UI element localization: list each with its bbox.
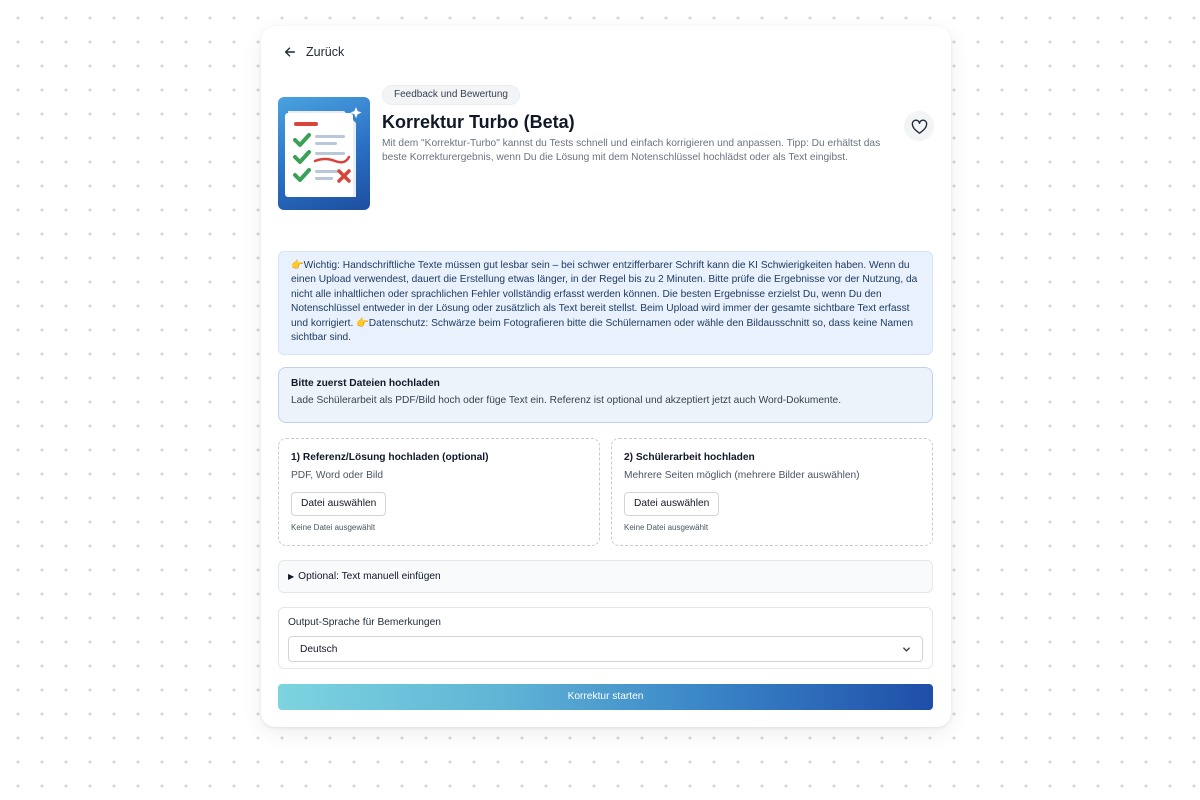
- manual-text-label: Optional: Text manuell einfügen: [298, 571, 441, 582]
- heart-icon: [910, 117, 929, 136]
- back-label: Zurück: [306, 45, 345, 59]
- output-language-section: [278, 607, 933, 669]
- manual-text-toggle[interactable]: [278, 560, 933, 593]
- start-correction-button[interactable]: Korrektur starten: [278, 684, 933, 710]
- back-link[interactable]: [283, 43, 344, 61]
- tool-illustration: [278, 97, 370, 210]
- upload-subtitle: Mehrere Seiten möglich (mehrere Bilder auswählen): [624, 470, 860, 481]
- arrow-left-icon: [283, 45, 297, 59]
- info-title: Bitte zuerst Dateien hochladen: [291, 378, 440, 389]
- output-language-select[interactable]: [288, 636, 923, 662]
- selected-language: Deutsch: [300, 643, 338, 655]
- upload-title: 1) Referenz/Lösung hochladen (optional): [291, 452, 489, 463]
- reference-upload-zone[interactable]: [278, 438, 600, 546]
- tool-card: [261, 26, 951, 727]
- student-file-button[interactable]: Datei auswählen: [624, 492, 719, 516]
- category-badge: Feedback und Bewertung: [382, 85, 520, 105]
- reference-file-button[interactable]: Datei auswählen: [291, 492, 386, 516]
- tool-description: Mit dem "Korrektur-Turbo" kannst du Tests schnell und einfach korrigieren und anpassen. Tipp: Du erhältst das beste Korrekturergebnis, wenn Du die Lösung mit dem Notenschlüssel hochlädst oder als Text eingibst.: [382, 138, 881, 164]
- student-work-upload-zone[interactable]: [611, 438, 933, 546]
- reference-file-state: Keine Datei ausgewählt: [291, 523, 376, 532]
- favorite-button[interactable]: [904, 111, 934, 141]
- important-notice: 👉Wichtig: Handschriftliche Texte müssen gut lesbar sein – bei schwer entzifferbarer Schrift kann die KI Schwierigkeiten haben. Wenn du einen Upload verwendest, dauert die Erstellung etwas länger, in der Regel bis zu 2 Minuten. Bitte prüfe die Ergebnisse vor der Nutzung, da nicht alle inhaltlichen oder sprachlichen Fehler vollständig erfasst werden können. Die besten Ergebnisse erzielst Du, wenn Du den Notenschlüssel entweder in der Lösung oder zusätzlich als Text bereit stellst. Beim Upload wird immer der gesamte sichtbare Text erfasst und korrigiert. 👉Datenschutz: Schwärze beim Fotografieren bitte die Schülernamen oder wähle den Bildausschnitt so, dass keine Namen sichtbar sind.: [278, 251, 933, 355]
- student-file-state: Keine Datei ausgewählt: [624, 523, 709, 532]
- info-text: Lade Schülerarbeit als PDF/Bild hoch oder füge Text ein. Referenz ist optional und akzeptiert jetzt auch Word-Dokumente.: [291, 395, 842, 406]
- upload-title: 2) Schülerarbeit hochladen: [624, 452, 755, 463]
- chevron-down-icon: [902, 645, 911, 654]
- output-language-label: Output-Sprache für Bemerkungen: [288, 617, 441, 628]
- upload-info-box: [278, 367, 933, 423]
- upload-subtitle: PDF, Word oder Bild: [291, 470, 384, 481]
- page-title: Korrektur Turbo (Beta): [382, 112, 575, 132]
- triangle-right-icon: ▶: [288, 572, 295, 581]
- checklist-icon: [278, 97, 370, 210]
